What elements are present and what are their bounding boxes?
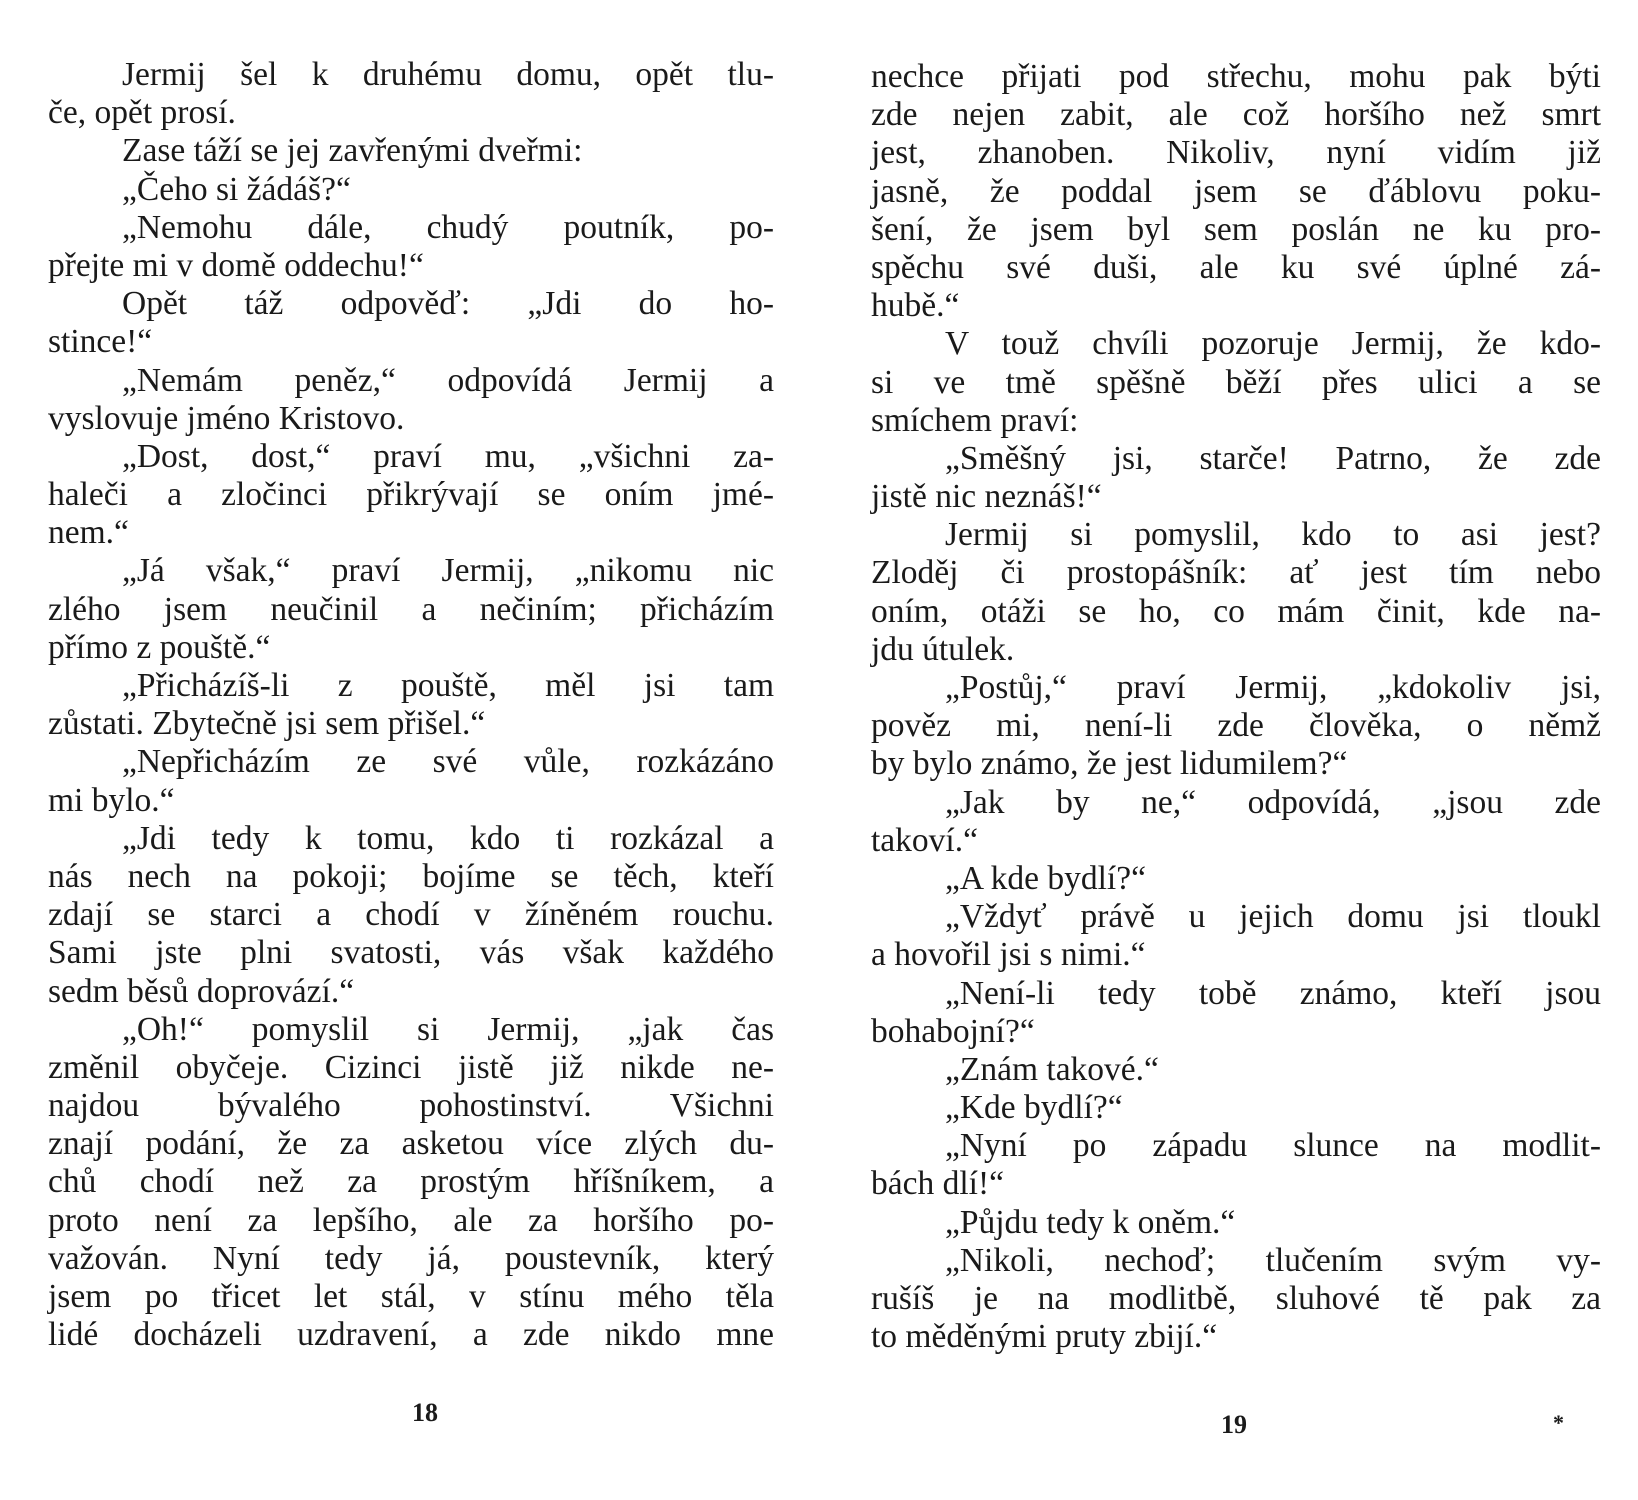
text-line: nás nech na pokoji; bojíme se těch, kteří — [48, 857, 774, 895]
printer-mark: * — [1553, 1410, 1564, 1435]
text-line: si ve tmě spěšně běží přes ulici a se — [871, 363, 1601, 401]
text-line: chů chodí než za prostým hříšníkem, a — [48, 1163, 774, 1201]
text-line: proto není za lepšího, ale za horšího po- — [48, 1201, 774, 1239]
text-line: spěchu své duši, ale ku své úplné zá- — [871, 248, 1601, 286]
text-line: nem.“ — [48, 514, 129, 552]
text-line: jasně, že poddal jsem se ďáblovu poku- — [871, 172, 1601, 210]
text-line: sedm běsů doprovází.“ — [48, 972, 355, 1010]
text-line: Jermij šel k druhému domu, opět tlu- — [122, 56, 774, 93]
text-line: rušíš je na modlitbě, sluhové tě pak za — [871, 1280, 1601, 1317]
text-line: „A kde bydlí?“ — [945, 859, 1146, 897]
text-line: to měděnými pruty zbijí.“ — [871, 1318, 1218, 1356]
text-line: přejte mi v domě oddechu!“ — [48, 246, 424, 284]
text-line: „Čeho si žádáš?“ — [122, 170, 351, 208]
text-line: nechce přijati pod střechu, mohu pak býti — [871, 58, 1601, 95]
right-page-text — [871, 58, 1601, 1356]
text-line: Zloděj či prostopášník: ať jest tím nebo — [871, 554, 1601, 592]
text-line: Zase táží se jej zavřenými dveřmi: — [122, 132, 583, 170]
text-line: „Dost, dost,“ praví mu, „všichni za- — [122, 437, 774, 475]
right-page — [819, 0, 1638, 1500]
left-page-number: 18 — [412, 1398, 438, 1427]
text-line: „Není-li tedy tobě známo, kteří jsou — [945, 974, 1601, 1012]
text-line: „Nyní po západu slunce na modlit- — [945, 1127, 1601, 1165]
text-line: zlého jsem neučinil a nečiním; přicházím — [48, 590, 774, 628]
text-line: pověz mi, není-li zde člověka, o němž — [871, 707, 1601, 745]
text-line: jsem po třicet let stál, v stínu mého těla — [48, 1278, 774, 1315]
text-line: bách dlí!“ — [871, 1165, 1005, 1203]
text-line: „Nemám peněz,“ odpovídá Jermij a — [122, 361, 774, 399]
text-line: jistě nic neznáš!“ — [871, 478, 1102, 516]
text-line: „Půjdu tedy k oněm.“ — [945, 1203, 1236, 1241]
text-line: takoví.“ — [871, 821, 978, 859]
text-line: mi bylo.“ — [48, 781, 175, 819]
text-line: če, opět prosí. — [48, 94, 236, 132]
text-line: jdu útulek. — [871, 630, 1015, 668]
text-line: stince!“ — [48, 323, 153, 361]
text-line: „Přicházíš-li z pouště, měl jsi tam — [122, 667, 774, 704]
text-line: „Vždyť právě u jejich domu jsi tloukl — [945, 898, 1601, 936]
text-line: přímo z pouště.“ — [48, 628, 271, 666]
text-line: změnil obyčeje. Cizinci jistě již nikde ne- — [48, 1048, 774, 1086]
text-line: hubě.“ — [871, 287, 960, 325]
text-line: znají podání, že za asketou více zlých du- — [48, 1125, 774, 1163]
text-line: „Znám takové.“ — [945, 1050, 1159, 1088]
text-line: bohabojní?“ — [871, 1012, 1035, 1050]
text-line: haleči a zločinci přikrývají se oním jmé- — [48, 476, 774, 514]
text-line: najdou bývalého pohostinství. Všichni — [48, 1087, 774, 1125]
text-line: vyslovuje jméno Kristovo. — [48, 399, 405, 437]
text-line: a hovořil jsi s nimi.“ — [871, 936, 1146, 974]
text-line: „Nepřicházím ze své vůle, rozkázáno — [122, 743, 774, 781]
text-line: zůstati. Zbytečně jsi sem přišel.“ — [48, 705, 486, 743]
text-line: „Jdi tedy k tomu, kdo ti rozkázal a — [122, 819, 774, 857]
text-line: Opět táž odpověď: „Jdi do ho- — [122, 285, 774, 323]
text-line: jest, zhanoben. Nikoliv, nyní vidím již — [871, 134, 1601, 172]
text-line: smíchem praví: — [871, 401, 1079, 439]
text-line: važován. Nyní tedy já, poustevník, který — [48, 1239, 774, 1277]
text-line: zde nejen zabit, ale což horšího než smrt — [871, 96, 1601, 134]
text-line: V touž chvíli pozoruje Jermij, že kdo- — [945, 325, 1601, 363]
left-page-text — [48, 56, 774, 1354]
text-line: šení, že jsem byl sem poslán ne ku pro- — [871, 210, 1601, 248]
text-line: lidé docházeli uzdravení, a zde nikdo mne — [48, 1316, 774, 1354]
text-line: Jermij si pomyslil, kdo to asi jest? — [945, 516, 1601, 554]
text-line: by bylo známo, že jest lidumilem?“ — [871, 745, 1348, 783]
right-page-number: 19 — [1221, 1410, 1247, 1439]
text-line: „Postůj,“ praví Jermij, „kdokoliv jsi, — [945, 669, 1601, 706]
text-line: „Oh!“ pomyslil si Jermij, „jak čas — [122, 1010, 774, 1048]
text-line: „Jak by ne,“ odpovídá, „jsou zde — [945, 783, 1601, 821]
text-line: „Směšný jsi, starče! Patrno, že zde — [945, 439, 1601, 477]
text-line: „Nemohu dále, chudý poutník, po- — [122, 208, 774, 246]
text-line: „Já však,“ praví Jermij, „nikomu nic — [122, 552, 774, 590]
text-line: zdají se starci a chodí v žíněném rouchu. — [48, 896, 774, 934]
text-line: Sami jste plni svatosti, vás však každého — [48, 934, 774, 972]
text-line: oním, otáži se ho, co mám činit, kde na- — [871, 592, 1601, 630]
text-line: „Kde bydlí?“ — [945, 1089, 1123, 1127]
text-line: „Nikoli, nechoď; tlučením svým vy- — [945, 1241, 1601, 1279]
